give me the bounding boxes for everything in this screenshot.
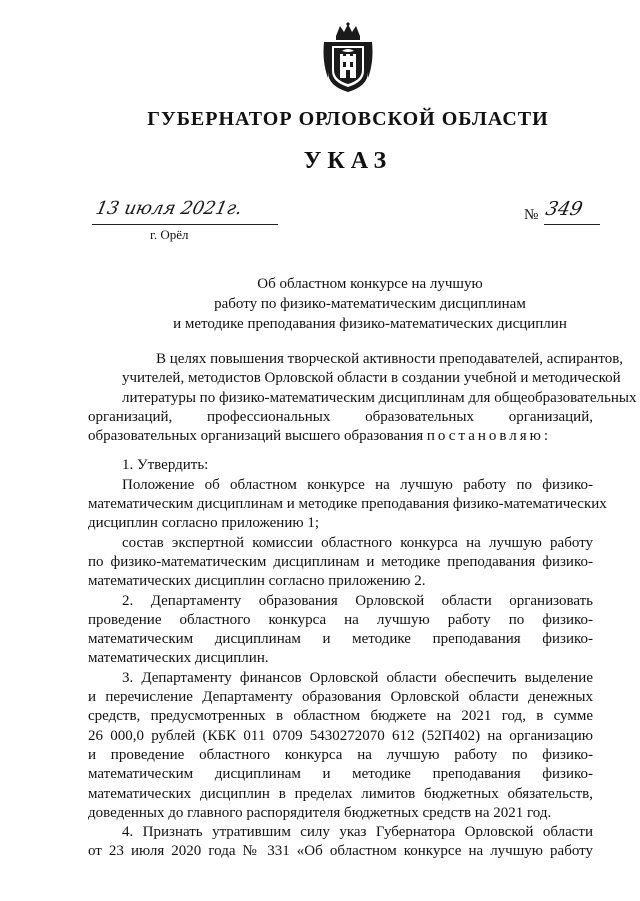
text-line: учителей, методистов Орловской области в создании учебной и методической — [122, 370, 621, 387]
title-line: работу по физико-математическим дисциплинам — [214, 296, 526, 312]
coat-of-arms-icon — [322, 22, 374, 94]
text-line: математических дисциплин в пределах лимитов бюджетных обязательств, — [88, 785, 593, 802]
item-2 — [88, 592, 593, 669]
text-word: профессиональных — [206, 408, 331, 425]
decree-verb: постановляю: — [426, 428, 552, 445]
handwritten-date: 13 июля 2021г. — [93, 198, 245, 219]
text-line: состав экспертной комиссии областного конкурса на лучшую работу — [122, 534, 593, 551]
handwritten-number: 349 — [543, 198, 585, 220]
text-line: 26 000,0 рублей (КБК 011 0709 5430272070 612 (52П402) на организацию — [88, 727, 593, 744]
text-line: средств, предусмотренных в областном бюджете на 2021 год, в сумме — [88, 708, 593, 725]
issuing-authority: ГУБЕРНАТОР ОРЛОВСКОЙ ОБЛАСТИ — [147, 108, 549, 130]
text-line: Положение об областном конкурсе на лучшую работу по физико- — [122, 476, 593, 493]
document-body — [88, 350, 637, 862]
text-line: 1. Утвердить: — [122, 457, 209, 474]
text-line: математическим дисциплинам и методике преподавания физико- — [88, 631, 593, 648]
number-field — [544, 200, 600, 225]
text-line: математических дисциплин согласно приложению 2. — [88, 573, 426, 590]
preamble-paragraph — [88, 350, 637, 446]
text-line: В целях повышения творческой активности преподавателей, аспирантов, — [156, 351, 624, 367]
document-title — [100, 274, 640, 334]
text-line — [88, 408, 593, 427]
text-line: 4. Признать утратившим силу указ Губернатора Орловской области — [122, 824, 593, 841]
text-line: математическим дисциплинам и методике преподавания физико-математических — [88, 496, 607, 513]
text-line: и проведение областного конкурса на лучшую работу по физико- — [88, 746, 593, 763]
text-line: математических дисциплин. — [88, 650, 269, 667]
text-word: образовательных — [365, 408, 474, 425]
text-line: проведение областного конкурса на лучшую работу по физико- — [88, 611, 593, 628]
city-label: г. Орёл — [150, 227, 189, 242]
item-3 — [88, 669, 593, 823]
text-line: от 23 июля 2020 года № 331 «Об областном конкурсе на лучшую работу — [88, 843, 593, 860]
item-4 — [88, 823, 593, 862]
text-line: математическим дисциплинам и методике преподавания физико- — [88, 766, 593, 783]
text-line: 3. Департаменту финансов Орловской области обеспечить выделение — [122, 669, 593, 686]
date-field — [92, 200, 278, 225]
text-line: дисциплин согласно приложению 1; — [88, 515, 319, 532]
document-type: УКАЗ — [303, 148, 393, 174]
text-line: и перечисление Департаменту образования Орловской области денежных — [88, 689, 593, 706]
text-word: организаций, — [88, 408, 173, 425]
item-1 — [88, 456, 607, 591]
text-line: по физико-математическим дисциплинам и методике преподавания физико- — [88, 553, 593, 570]
text-line: доведенных до главного распорядителя бюджетных средств на 2021 год. — [88, 804, 552, 821]
text-word: организаций, — [508, 408, 593, 425]
title-line: Об областном конкурсе на лучшую — [257, 276, 483, 292]
text-line: 2. Департаменту образования Орловской области организовать — [122, 592, 593, 609]
title-line: и методике преподавания физико-математических дисциплин — [173, 316, 567, 332]
text-line: литературы по физико-математическим дисциплинам для общеобразовательных — [122, 389, 637, 406]
number-sign: № — [524, 207, 539, 223]
text-segment: образовательных организаций высшего образования — [88, 428, 424, 445]
text-line — [88, 427, 593, 446]
